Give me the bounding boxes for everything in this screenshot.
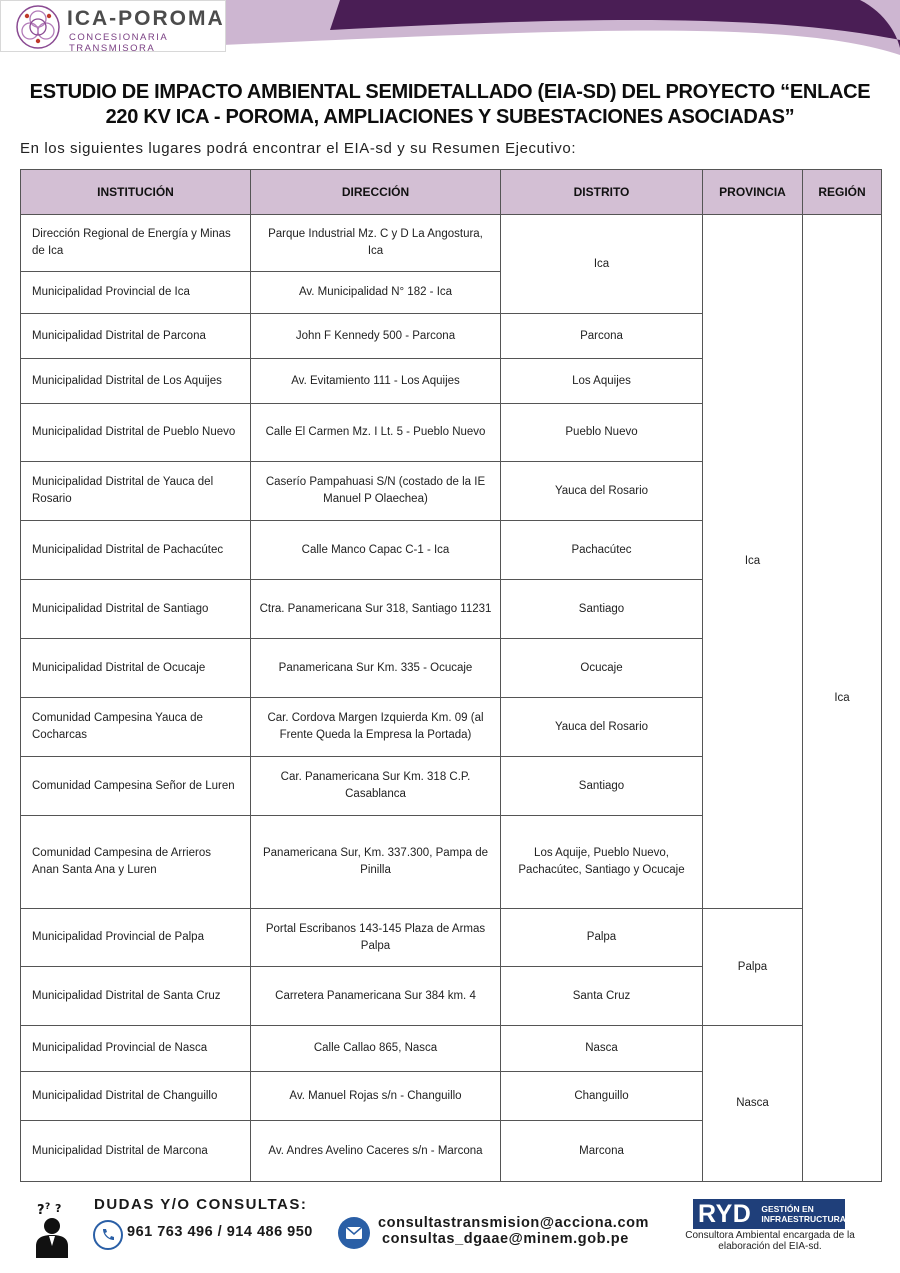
cell-distrito: Los Aquijes — [501, 359, 703, 404]
cell-distrito: Pueblo Nuevo — [501, 404, 703, 462]
cell-direccion: Portal Escribanos 143-145 Plaza de Armas Palpa — [251, 909, 501, 967]
cell-institucion: Municipalidad Distrital de Pueblo Nuevo — [21, 404, 251, 462]
consultant-logo-sub — [761, 1204, 846, 1224]
cell-distrito: Marcona — [501, 1121, 703, 1182]
cell-direccion: Av. Evitamiento 111 - Los Aquijes — [251, 359, 501, 404]
cell-distrito: Santiago — [501, 757, 703, 816]
page-header — [0, 0, 900, 60]
page-footer — [0, 1190, 900, 1273]
consultant-logo-main: RYD — [698, 1199, 752, 1228]
header-distrito: DISTRITO — [501, 170, 703, 215]
cell-institucion: Comunidad Campesina Yauca de Cocharcas — [21, 698, 251, 757]
phone-numbers[interactable]: 961 763 496 / 914 486 950 — [127, 1224, 313, 1240]
consultant-logo-sub-1: GESTIÓN EN — [761, 1204, 814, 1214]
cell-institucion: Municipalidad Distrital de Pachacútec — [21, 521, 251, 580]
cell-institucion: Dirección Regional de Energía y Minas de Ica — [21, 215, 251, 272]
cell-institucion: Municipalidad Provincial de Palpa — [21, 909, 251, 967]
email-icon — [338, 1217, 370, 1249]
cell-distrito: Santa Cruz — [501, 967, 703, 1026]
cell-distrito: Palpa — [501, 909, 703, 967]
cell-direccion: John F Kennedy 500 - Parcona — [251, 314, 501, 359]
cell-institucion: Municipalidad Distrital de Santa Cruz — [21, 967, 251, 1026]
cell-direccion: Calle Manco Capac C-1 - Ica — [251, 521, 501, 580]
company-logo — [0, 0, 226, 52]
cell-provincia: Ica — [703, 215, 803, 909]
cell-direccion: Av. Municipalidad N° 182 - Ica — [251, 272, 501, 314]
header-direccion: DIRECCIÓN — [251, 170, 501, 215]
document-title: ESTUDIO DE IMPACTO AMBIENTAL SEMIDETALLADO (EIA-SD) DEL PROYECTO “ENLACE 220 KV ICA - POROMA, AMPLIACIONES Y SUBESTACIONES ASOCIADAS” — [29, 81, 871, 128]
phone-icon — [93, 1220, 123, 1250]
cell-distrito: Los Aquije, Pueblo Nuevo, Pachacútec, Santiago y Ocucaje — [501, 816, 703, 909]
cell-institucion: Municipalidad Provincial de Nasca — [21, 1026, 251, 1072]
email-link-acciona[interactable]: consultastransmision@acciona.com — [378, 1215, 650, 1231]
cell-institucion: Municipalidad Distrital de Changuillo — [21, 1072, 251, 1121]
cell-region: Ica — [803, 215, 882, 1182]
cell-direccion: Calle Callao 865, Nasca — [251, 1026, 501, 1072]
brand-subtitle: CONCESIONARIA TRANSMISORA — [69, 32, 168, 54]
cell-distrito: Parcona — [501, 314, 703, 359]
email-link-minem[interactable]: consultas_dgaae@minem.gob.pe — [382, 1231, 629, 1247]
brand-name: ICA-POROMA — [67, 7, 225, 30]
cell-direccion: Parque Industrial Mz. C y D La Angostura, Ica — [251, 215, 501, 272]
table-header-row — [21, 170, 882, 215]
cell-direccion: Av. Andres Avelino Caceres s/n - Marcona — [251, 1121, 501, 1182]
table-row — [21, 215, 882, 272]
cell-direccion: Panamericana Sur Km. 335 - Ocucaje — [251, 639, 501, 698]
locations-table — [20, 169, 882, 1182]
table-row — [21, 909, 882, 967]
cell-direccion: Car. Cordova Margen Izquierda Km. 09 (al Frente Queda la Empresa la Portada) — [251, 698, 501, 757]
cell-provincia: Palpa — [703, 909, 803, 1026]
help-label: DUDAS Y/O CONSULTAS: — [94, 1196, 308, 1213]
cell-institucion: Comunidad Campesina Señor de Luren — [21, 757, 251, 816]
cell-direccion: Caserío Pampahuasi S/N (costado de la IE Manuel P Olaechea) — [251, 462, 501, 521]
cell-distrito: Pachacútec — [501, 521, 703, 580]
cell-institucion: Municipalidad Provincial de Ica — [21, 272, 251, 314]
cell-institucion: Comunidad Campesina de Arrieros Anan Santa Ana y Luren — [21, 816, 251, 909]
consultant-logo-sub-2: INFRAESTRUCTURA — [761, 1214, 846, 1224]
cell-distrito: Ica — [501, 215, 703, 314]
consultant-caption: Consultora Ambiental encargada de la elaboración del EIA-sd. — [685, 1230, 855, 1252]
cell-provincia: Nasca — [703, 1026, 803, 1182]
svg-text:?: ? — [37, 1203, 45, 1218]
cell-direccion: Panamericana Sur, Km. 337.300, Pampa de Pinilla — [251, 816, 501, 909]
logo-rings-icon — [15, 4, 61, 50]
svg-text:?: ? — [55, 1202, 62, 1215]
intro-text: En los siguientes lugares podrá encontrar el EIA-sd y su Resumen Ejecutivo: — [20, 140, 577, 157]
cell-distrito: Santiago — [501, 580, 703, 639]
header-institucion: INSTITUCIÓN — [21, 170, 251, 215]
header-region: REGIÓN — [803, 170, 882, 215]
cell-direccion: Calle El Carmen Mz. I Lt. 5 - Pueblo Nuevo — [251, 404, 501, 462]
person-question-icon — [28, 1200, 76, 1258]
cell-institucion: Municipalidad Distrital de Los Aquijes — [21, 359, 251, 404]
cell-distrito: Ocucaje — [501, 639, 703, 698]
cell-institucion: Municipalidad Distrital de Ocucaje — [21, 639, 251, 698]
table-row — [21, 1026, 882, 1072]
cell-distrito: Nasca — [501, 1026, 703, 1072]
svg-text:?: ? — [45, 1202, 51, 1212]
header-provincia: PROVINCIA — [703, 170, 803, 215]
cell-distrito: Changuillo — [501, 1072, 703, 1121]
cell-institucion: Municipalidad Distrital de Yauca del Rosario — [21, 462, 251, 521]
cell-institucion: Municipalidad Distrital de Parcona — [21, 314, 251, 359]
cell-distrito: Yauca del Rosario — [501, 462, 703, 521]
cell-institucion: Municipalidad Distrital de Marcona — [21, 1121, 251, 1182]
cell-direccion: Ctra. Panamericana Sur 318, Santiago 11231 — [251, 580, 501, 639]
cell-direccion: Av. Manuel Rojas s/n - Changuillo — [251, 1072, 501, 1121]
consultant-logo — [693, 1199, 845, 1229]
cell-distrito: Yauca del Rosario — [501, 698, 703, 757]
cell-direccion: Car. Panamericana Sur Km. 318 C.P. Casablanca — [251, 757, 501, 816]
cell-direccion: Carretera Panamericana Sur 384 km. 4 — [251, 967, 501, 1026]
cell-institucion: Municipalidad Distrital de Santiago — [21, 580, 251, 639]
